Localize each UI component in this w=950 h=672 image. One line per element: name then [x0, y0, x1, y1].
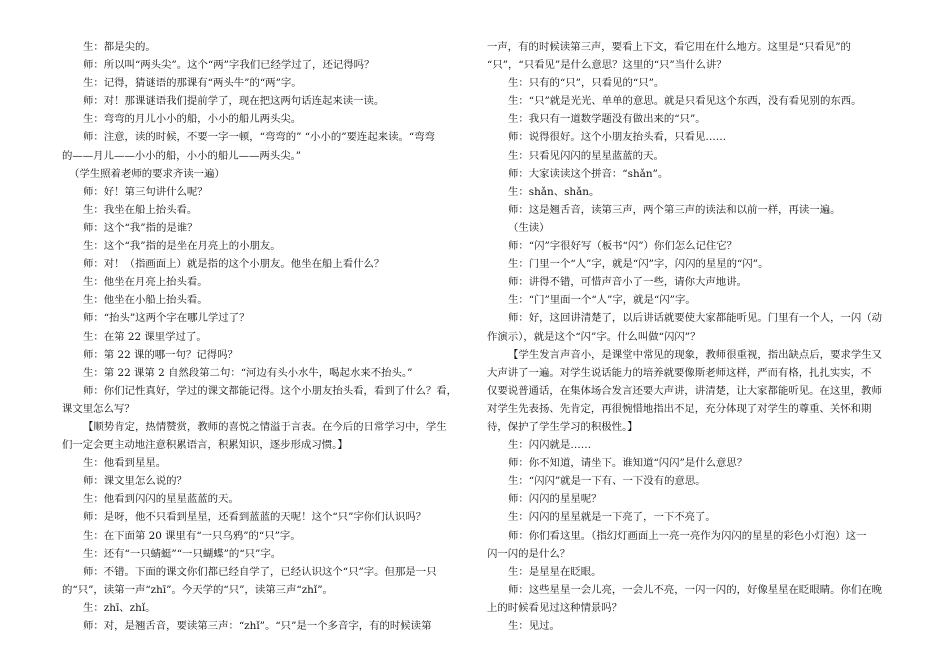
text-line: 生：我只有一道数学题没有做出来的“只”。: [508, 113, 706, 126]
text-line: 师：你们看这里。（指幻灯画面上一亮一亮作为闪闪的星星的彩色小灯泡）这一: [508, 529, 867, 542]
text-line: 师：课文里怎么说的？: [83, 475, 187, 488]
text-line: 生：我坐在船上抬头看。: [83, 203, 198, 216]
text-line: 师：这个“我”指的是谁？: [83, 221, 198, 234]
text-line: 生：他看到星星。: [83, 457, 167, 470]
text-line: 生：门里一个“人”字，就是“闪”字，闪闪的星星的“闪”。: [508, 258, 769, 271]
text-line: 师：讲得不错，可惜声音小了一些，请你大声地讲。: [508, 276, 747, 289]
text-line: （生读）: [508, 221, 550, 234]
text-line: 师：大家读读这个拼音：“shǎn”。: [508, 167, 669, 180]
text-line: 师：第 22 课的哪一句？记得吗？: [83, 348, 238, 361]
text-line: 生：是星星在眨眼。: [508, 565, 602, 578]
text-line: 生：第 22 课第 2 自然段第二句：“河边有头小水牛，喝起水来不抬头。”: [83, 366, 413, 379]
text-line: 师：这是翘舌音，读第三声，两个第三声的读法和以前一样，再读一遍。: [508, 203, 841, 216]
text-line: 生：shǎn、shǎn。: [508, 185, 600, 198]
text-line: 闪一闪的是什么？: [487, 547, 571, 560]
text-line: 师：闪闪的星星呢？: [508, 493, 602, 506]
text-line: 作演示），就是这个“闪”字。什么叫做“闪闪”？: [487, 330, 701, 343]
text-line: 生：在下面第 20 课里有“一只乌鸦”的“只”字。: [83, 529, 301, 542]
text-line: 们一定会更主动地注意积累语言，积累知识，逐步形成习惯。】: [62, 439, 348, 452]
text-line: 师：这些星星一会儿亮，一会儿不亮，一闪一闪的，好像星星在眨眼睛。你们在晚: [508, 583, 883, 596]
text-line: 生：“闪闪”就是一下有、一下没有的意思。: [508, 475, 706, 488]
text-line: 师：是呀，他不只看到星星，还看到蓝蓝的天呢！这个“只”字你们认识吗？: [83, 511, 427, 524]
text-line: 师：“闪”字很好写（板书“闪”）你们怎么记住它？: [508, 240, 738, 253]
text-line: 生：他坐在小船上抬头看。: [83, 294, 208, 307]
text-line: 师：对！（指画面上）就是指的这个小朋友。他坐在船上看什么？: [83, 258, 385, 271]
text-line: 课文里怎么写？: [62, 402, 135, 415]
text-line: 生：闪闪就是……: [508, 439, 592, 452]
text-line: 的“只”，读第一声“zhī”。今天学的“只”，读第三声“zhǐ”。: [62, 583, 333, 596]
text-line: 生：只看见闪闪的星星蓝蓝的天。: [508, 149, 664, 162]
right-column: [487, 38, 887, 635]
text-line: 生：闪闪的星星就是一下亮了，一下不亮了。: [508, 511, 716, 524]
text-line: 师：注意，读的时候，不要一字一顿，“弯弯的” “小小的”要连起来读。“弯弯: [83, 131, 435, 144]
text-line: 师：不错。下面的课文你们都已经自学了，已经认识这个“只”字。但那是一只: [83, 565, 437, 578]
text-line: 师：好！第三句讲什么呢？: [83, 185, 208, 198]
text-line: 师：“抬头”这两个字在哪儿学过了？: [83, 312, 250, 325]
text-line: 师：对！那课谜语我们提前学了，现在把这两句话连起来读一读。: [83, 95, 385, 108]
text-line: 上的时候看见过这种情景吗？: [487, 601, 623, 614]
text-line: 的——月儿——小小的船，小小的船儿——两头尖。”: [62, 149, 302, 162]
text-line: 待，保护了学生学习的积极性。】: [487, 420, 638, 433]
text-line: 生：zhī、zhǐ。: [83, 601, 156, 614]
text-line: 一声，有的时候读第三声，要看上下文，看它用在什么地方。这里是“只看见”的: [487, 41, 851, 53]
text-line: 生：只有的“只”，只看见的“只”。: [508, 77, 665, 90]
text-line: （学生照着老师的要求齐读一遍）: [69, 167, 225, 180]
text-line: 生：在第 22 课里学过了。: [83, 330, 207, 343]
text-line: 师：你不知道，请坐下。谁知道“闪闪”是什么意思？: [508, 457, 748, 470]
text-line: 生：弯弯的月儿小小的船，小小的船儿两头尖。: [83, 113, 302, 126]
text-line: 生：“只”就是光光、单单的意思。就是只看见这个东西，没有看见别的东西。: [508, 95, 862, 108]
text-line: 生：他坐在月亮上抬头看。: [83, 276, 208, 289]
text-line: 大声讲了一遍。对学生说话能力的培养就要像斯老师这样，严而有格，扎扎实实，不: [487, 366, 872, 379]
text-line: 【顺势肯定，热情赞赏，教师的喜悦之情溢于言表。在今后的日常学习中，学生: [83, 420, 447, 433]
left-column: [62, 38, 464, 635]
text-line: 生：还有“一只蜻蜓”“一只蝴蝶”的“只”字。: [83, 547, 282, 560]
text-line: 师：对，是翘舌音，要读第三声：“zhǐ”。“只”是一个多音字，有的时候读第: [83, 620, 432, 632]
text-line: 师：所以叫“两头尖”。这个“两”字我们已经学过了，还记得吗？: [83, 59, 375, 72]
text-line: 师：说得很好。这个小朋友抬头看，只看见……: [508, 131, 727, 144]
text-line: 对学生先表扬、先肯定，再很惋惜地指出不足，充分体现了对学生的尊重、关怀和期: [487, 402, 872, 415]
text-line: 生：见过。: [508, 620, 560, 632]
text-line: 【学生发言声音小，是课堂中常见的现象，教师很重视，指出缺点后，要求学生又: [508, 348, 883, 361]
text-line: 生：记得，猜谜语的那课有“两头牛”的“两”字。: [83, 77, 302, 90]
text-line: “只”，“只看见”是什么意思？这里的“只”当什么讲？: [487, 59, 727, 72]
text-line: 师：好，这回讲清楚了，以后讲话就要使大家都能听见。门里有一个人，一闪（动: [508, 312, 883, 325]
text-line: 师：你们记性真好，学过的课文都能记得。这个小朋友抬头看，看到了什么？看，: [83, 384, 458, 397]
text-line: 生：他看到闪闪的星星蓝蓝的天。: [83, 493, 239, 506]
text-line: 生：都是尖的。: [83, 41, 156, 53]
text-line: 仅要说普通话，在集体场合发言还要大声讲，讲清楚，让大家都能听见。在这里，教师: [487, 384, 882, 397]
text-line: 生：“门”里面一个“人”字，就是“闪”字。: [508, 294, 696, 307]
text-line: 生：这个“我”指的是坐在月亮上的小朋友。: [83, 240, 281, 253]
